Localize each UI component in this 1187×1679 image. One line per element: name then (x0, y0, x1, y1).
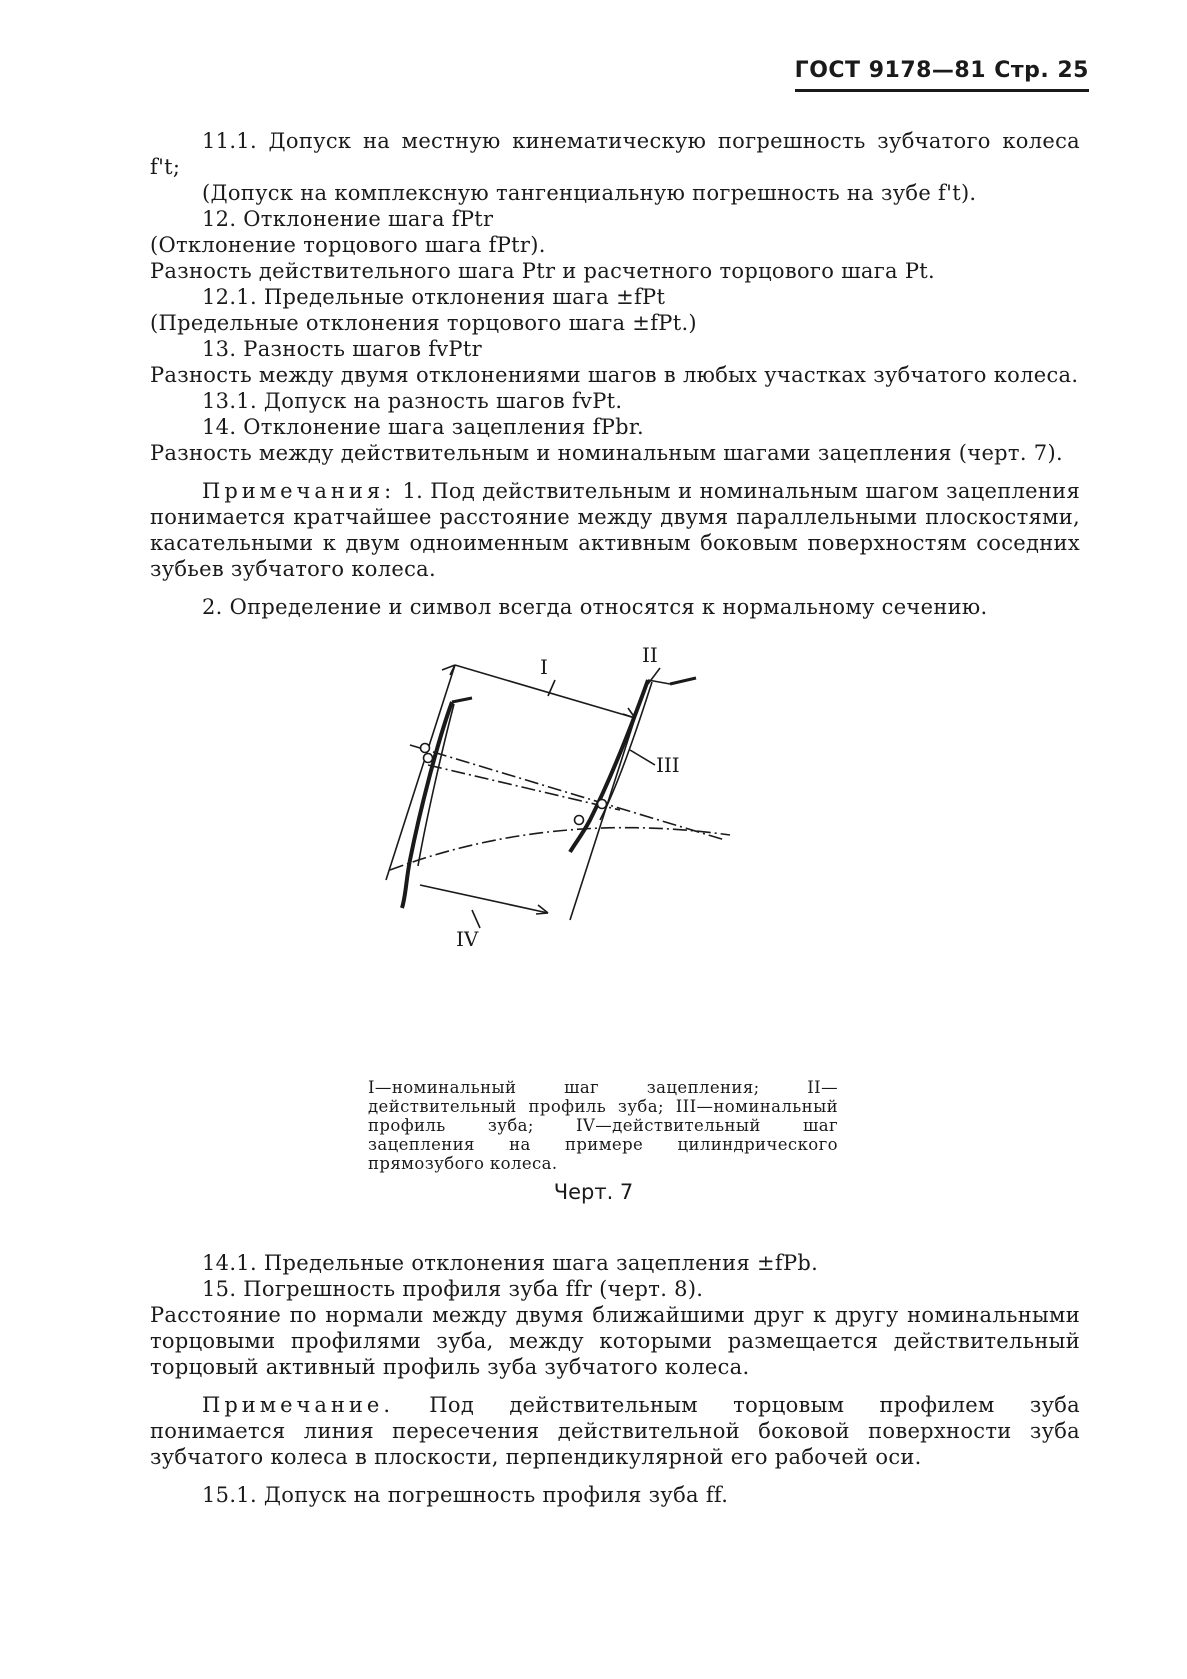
note-paragraph: 2. Определение и символ всегда относятся к нормальному сечению. (202, 595, 988, 619)
paragraph: Разность действительного шага Ptr и расчетного торцового шага Pt. (150, 259, 935, 283)
figure-caption: I—номинальный шаг зацепления; II—действительный профиль зуба; III—номинальный профиль зуба; IV—действительный шаг зацепления на примере цилиндрического прямозубого колеса. (368, 1078, 838, 1173)
right-tooth-nominal (600, 682, 652, 820)
paragraph: 14.1. Предельные отклонения шага зацепления ±fPb. (202, 1251, 819, 1275)
paragraph: (Допуск на комплексную тангенциальную погрешность на зубе f't). (202, 181, 977, 205)
figure-title: Черт. 7 (553, 1180, 634, 1204)
paragraph: Разность между двумя отклонениями шагов в любых участках зубчатого колеса. (150, 363, 1079, 387)
note-label: Примечания: (202, 479, 396, 503)
paragraph: 12. Отклонение шага fPtr (202, 207, 494, 231)
paragraph: 12.1. Предельные отклонения шага ±fPt (202, 285, 666, 309)
page-header: ГОСТ 9178—81 Стр. 25 (795, 58, 1089, 92)
label-II: II (642, 643, 658, 667)
paragraph: 14. Отклонение шага зацепления fPbr. (202, 415, 644, 439)
note-label: Примечание. (202, 1393, 395, 1417)
paragraph: (Предельные отклонения торцового шага ±fPt.) (150, 311, 697, 335)
gear-pitch-diagram (380, 643, 800, 1010)
paragraph: 11.1. Допуск на местную кинематическую погрешность зубчатого колеса f't; (150, 129, 1080, 179)
body-text-bottom (150, 1250, 1080, 1508)
paragraph: 13.1. Допуск на разность шагов fvPt. (202, 389, 623, 413)
left-tooth-nominal (418, 704, 454, 866)
note-paragraph (150, 1392, 1080, 1470)
label-I: I (540, 655, 548, 679)
paragraph: 13. Разность шагов fvPtr (202, 337, 482, 361)
label-III: III (656, 753, 680, 777)
note-paragraph (150, 478, 1080, 582)
label-IV: IV (456, 927, 479, 951)
paragraph: 15. Погрешность профиля зуба ffr (черт. 8). (202, 1277, 704, 1301)
dim-line-IV (420, 885, 548, 913)
base-line-lower (428, 765, 620, 810)
paragraph: Разность между действительным и номинальным шагами зацепления (черт. 7). (150, 441, 1063, 465)
note-text: 1. Под действительным и номинальным шагом зацепления понимается кратчайшее расстояние между двумя параллельными плоскостями, касательными к двум одноименным активным боковым поверхностям соседних зубьев зубчатого колеса. (150, 479, 1080, 581)
pitch-arc (390, 828, 730, 870)
note-text: Под действительным торцовым профилем зуба понимается линия пересечения действительной боковой поверхности зуба зубчатого колеса в плоскости, перпендикулярной его рабочей оси. (150, 1393, 1080, 1469)
body-text-top (150, 128, 1080, 620)
paragraph: Расстояние по нормали между двумя ближайшими друг к другу номинальными торцовыми профилями зуба, между которыми размещается действительный торцовый активный профиль зуба зубчатого колеса. (150, 1303, 1080, 1379)
paragraph: (Отклонение торцового шага fPtr). (150, 233, 546, 257)
right-tooth-profile (570, 680, 648, 852)
paragraph: 15.1. Допуск на погрешность профиля зуба ff. (202, 1483, 729, 1507)
